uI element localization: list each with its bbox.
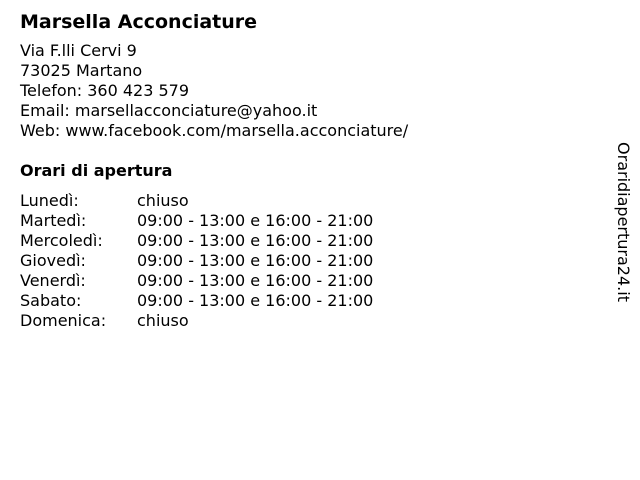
hours-time: 09:00 - 13:00 e 16:00 - 21:00 xyxy=(137,251,374,270)
business-card xyxy=(20,10,408,331)
site-watermark: Oraridiapertura24.it xyxy=(614,142,633,302)
hours-row xyxy=(20,191,373,211)
hours-time: 09:00 - 13:00 e 16:00 - 21:00 xyxy=(137,271,374,290)
hours-day: Giovedì: xyxy=(20,251,86,270)
hours-day: Sabato: xyxy=(20,291,82,310)
address-street: Via F.lli Cervi 9 xyxy=(20,41,137,60)
email-line: Email: marsellacconciature@yahoo.it xyxy=(20,101,318,120)
web-line: Web: www.facebook.com/marsella.acconciature/ xyxy=(20,121,409,140)
hours-row xyxy=(20,251,373,271)
hours-time: chiuso xyxy=(137,191,189,210)
hours-time: 09:00 - 13:00 e 16:00 - 21:00 xyxy=(137,211,374,230)
hours-time: chiuso xyxy=(137,311,189,330)
hours-time: 09:00 - 13:00 e 16:00 - 21:00 xyxy=(137,291,374,310)
hours-day: Mercoledì: xyxy=(20,231,103,250)
opening-hours-title: Orari di apertura xyxy=(20,161,173,180)
business-name: Marsella Acconciature xyxy=(20,11,258,33)
hours-time: 09:00 - 13:00 e 16:00 - 21:00 xyxy=(137,231,374,250)
hours-day: Domenica: xyxy=(20,311,107,330)
hours-row xyxy=(20,231,373,251)
hours-day: Lunedì: xyxy=(20,191,79,210)
hours-day: Venerdì: xyxy=(20,271,86,290)
opening-hours-table xyxy=(20,191,373,331)
phone-line: Telefon: 360 423 579 xyxy=(20,81,190,100)
hours-row xyxy=(20,211,373,231)
hours-row xyxy=(20,271,373,291)
hours-day: Martedì: xyxy=(20,211,87,230)
hours-row xyxy=(20,291,373,311)
address-city: 73025 Martano xyxy=(20,61,143,80)
hours-row xyxy=(20,311,373,331)
